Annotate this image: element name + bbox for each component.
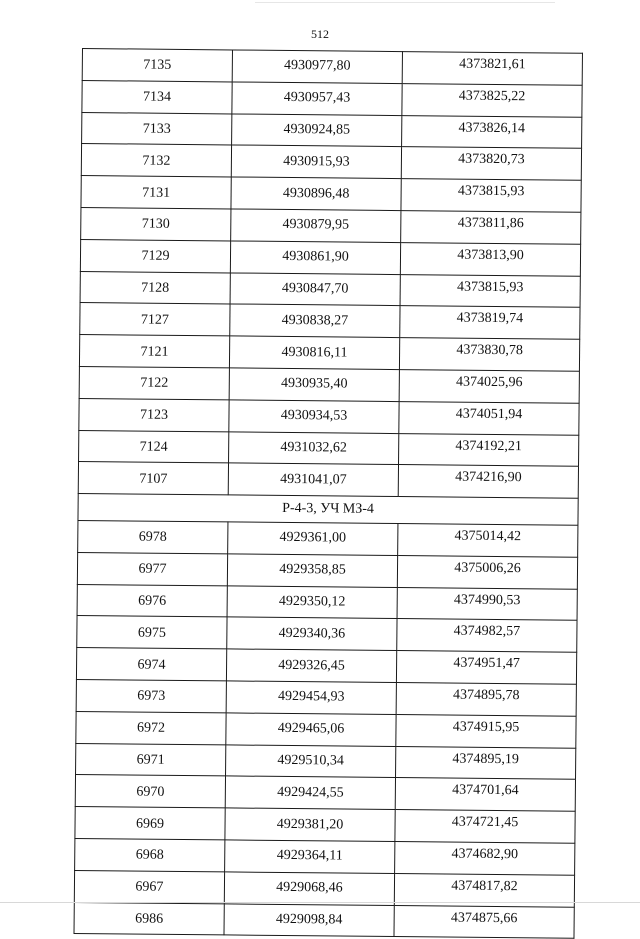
table-row — [76, 743, 576, 780]
y-coordinate-cell: 4374682,90 — [395, 841, 575, 875]
page-number: 512 — [311, 27, 329, 41]
point-number-cell: 6970 — [75, 775, 225, 808]
table-row — [75, 807, 575, 844]
x-coordinate-cell: 4929098,84 — [224, 903, 394, 936]
y-coordinate-cell: 4373819,74 — [400, 306, 580, 340]
table-row — [76, 648, 576, 685]
y-coordinate-cell: 4373820,73 — [401, 147, 581, 181]
y-coordinate-cell: 4373813,90 — [400, 242, 580, 276]
y-coordinate-cell: 4374951,47 — [396, 651, 576, 685]
scan-top-edge-line — [255, 2, 555, 3]
x-coordinate-cell: 4930896,48 — [231, 177, 401, 210]
point-number-cell: 6975 — [77, 616, 227, 649]
y-coordinate-cell: 4374990,53 — [397, 587, 577, 621]
y-coordinate-cell: 4373811,86 — [401, 211, 581, 245]
y-coordinate-cell: 4373830,78 — [399, 338, 579, 372]
point-number-cell: 6968 — [75, 838, 225, 871]
point-number-cell: 6973 — [76, 679, 226, 712]
y-coordinate-cell: 4373825,22 — [402, 83, 582, 117]
y-coordinate-cell: 4375006,26 — [397, 555, 577, 589]
y-coordinate-cell: 4374982,57 — [397, 619, 577, 653]
table-row — [82, 49, 582, 86]
x-coordinate-cell: 4930915,93 — [231, 145, 401, 178]
point-number-cell: 6978 — [78, 520, 228, 553]
y-coordinate-cell: 4374875,66 — [394, 905, 574, 939]
point-number-cell: 7133 — [82, 112, 232, 145]
y-coordinate-cell: 4374025,96 — [399, 370, 579, 404]
table-row — [78, 520, 578, 557]
table-row — [82, 112, 582, 149]
y-coordinate-cell: 4373815,93 — [400, 274, 580, 308]
point-number-cell: 7122 — [79, 366, 229, 399]
y-coordinate-cell: 4374216,90 — [398, 465, 578, 499]
point-number-cell: 7123 — [79, 398, 229, 431]
point-number-cell: 6976 — [77, 584, 227, 617]
y-coordinate-cell: 4374051,94 — [399, 401, 579, 435]
y-coordinate-cell: 4374701,64 — [395, 778, 575, 812]
table-row — [75, 838, 575, 875]
table-row — [79, 398, 579, 435]
point-number-cell: 7128 — [80, 271, 230, 304]
y-coordinate-cell: 4375014,42 — [398, 524, 578, 558]
table-row — [79, 335, 579, 372]
point-number-cell: 7127 — [80, 303, 230, 336]
x-coordinate-cell: 4929465,06 — [226, 713, 396, 746]
x-coordinate-cell: 4929381,20 — [225, 808, 395, 841]
point-number-cell: 6974 — [76, 648, 226, 681]
x-coordinate-cell: 4929510,34 — [226, 744, 396, 777]
x-coordinate-cell: 4930934,53 — [229, 400, 399, 433]
coordinates-table — [73, 48, 582, 939]
y-coordinate-cell: 4373815,93 — [401, 179, 581, 213]
table-row — [77, 584, 577, 621]
point-number-cell: 7107 — [78, 462, 228, 495]
x-coordinate-cell: 4929326,45 — [226, 649, 396, 682]
x-coordinate-cell: 4929350,12 — [227, 585, 397, 618]
table-row — [80, 271, 580, 308]
point-number-cell: 7132 — [81, 144, 231, 177]
table-row — [81, 144, 581, 181]
table-row — [79, 366, 579, 403]
x-coordinate-cell: 4929424,55 — [225, 776, 395, 809]
x-coordinate-cell: 4930977,80 — [232, 50, 402, 83]
y-coordinate-cell: 4374192,21 — [399, 433, 579, 467]
table-row — [75, 775, 575, 812]
table-row — [81, 176, 581, 213]
y-coordinate-cell: 4374895,78 — [396, 682, 576, 716]
point-number-cell: 7121 — [79, 335, 229, 368]
point-number-cell: 7131 — [81, 176, 231, 209]
x-coordinate-cell: 4930847,70 — [230, 273, 400, 306]
x-coordinate-cell: 4930957,43 — [232, 82, 402, 115]
point-number-cell: 6969 — [75, 807, 225, 840]
y-coordinate-cell: 4374817,82 — [394, 873, 574, 907]
x-coordinate-cell: 4929068,46 — [224, 872, 394, 905]
x-coordinate-cell: 4931041,07 — [228, 463, 398, 496]
x-coordinate-cell: 4929364,11 — [225, 840, 395, 873]
table-row — [76, 679, 576, 716]
point-number-cell: 7130 — [81, 207, 231, 240]
point-number-cell: 6972 — [76, 711, 226, 744]
point-number-cell: 7135 — [82, 49, 232, 82]
table-row — [77, 552, 577, 589]
x-coordinate-cell: 4929361,00 — [228, 522, 398, 555]
x-coordinate-cell: 4931032,62 — [229, 431, 399, 464]
coordinates-table-body — [74, 49, 582, 939]
point-number-cell: 7134 — [82, 80, 232, 113]
x-coordinate-cell: 4930935,40 — [229, 368, 399, 401]
y-coordinate-cell: 4374721,45 — [395, 810, 575, 844]
table-row — [80, 303, 580, 340]
table-row — [82, 80, 582, 117]
y-coordinate-cell: 4373826,14 — [402, 115, 582, 149]
x-coordinate-cell: 4929340,36 — [227, 617, 397, 650]
point-number-cell: 6986 — [74, 902, 224, 935]
point-number-cell: 6967 — [74, 870, 224, 903]
table-row — [80, 239, 580, 276]
table-row — [74, 902, 574, 939]
table-row — [78, 462, 578, 499]
point-number-cell: 7124 — [79, 430, 229, 463]
y-coordinate-cell: 4374895,19 — [396, 746, 576, 780]
table-row — [79, 430, 579, 467]
table-row — [76, 711, 576, 748]
y-coordinate-cell: 4374915,95 — [396, 714, 576, 748]
x-coordinate-cell: 4930861,90 — [230, 241, 400, 274]
point-number-cell: 6977 — [77, 552, 227, 585]
scan-bottom-edge-line — [0, 902, 640, 903]
x-coordinate-cell: 4930816,11 — [229, 336, 399, 369]
section-title: Р-4-3, УЧ МЗ-4 — [78, 494, 578, 526]
x-coordinate-cell: 4930879,95 — [231, 209, 401, 242]
x-coordinate-cell: 4929454,93 — [226, 681, 396, 714]
table-row — [77, 616, 577, 653]
x-coordinate-cell: 4929358,85 — [227, 554, 397, 587]
table-row — [81, 207, 581, 244]
x-coordinate-cell: 4930838,27 — [230, 304, 400, 337]
x-coordinate-cell: 4930924,85 — [232, 114, 402, 147]
point-number-cell: 7129 — [80, 239, 230, 272]
y-coordinate-cell: 4373821,61 — [402, 52, 582, 86]
point-number-cell: 6971 — [76, 743, 226, 776]
